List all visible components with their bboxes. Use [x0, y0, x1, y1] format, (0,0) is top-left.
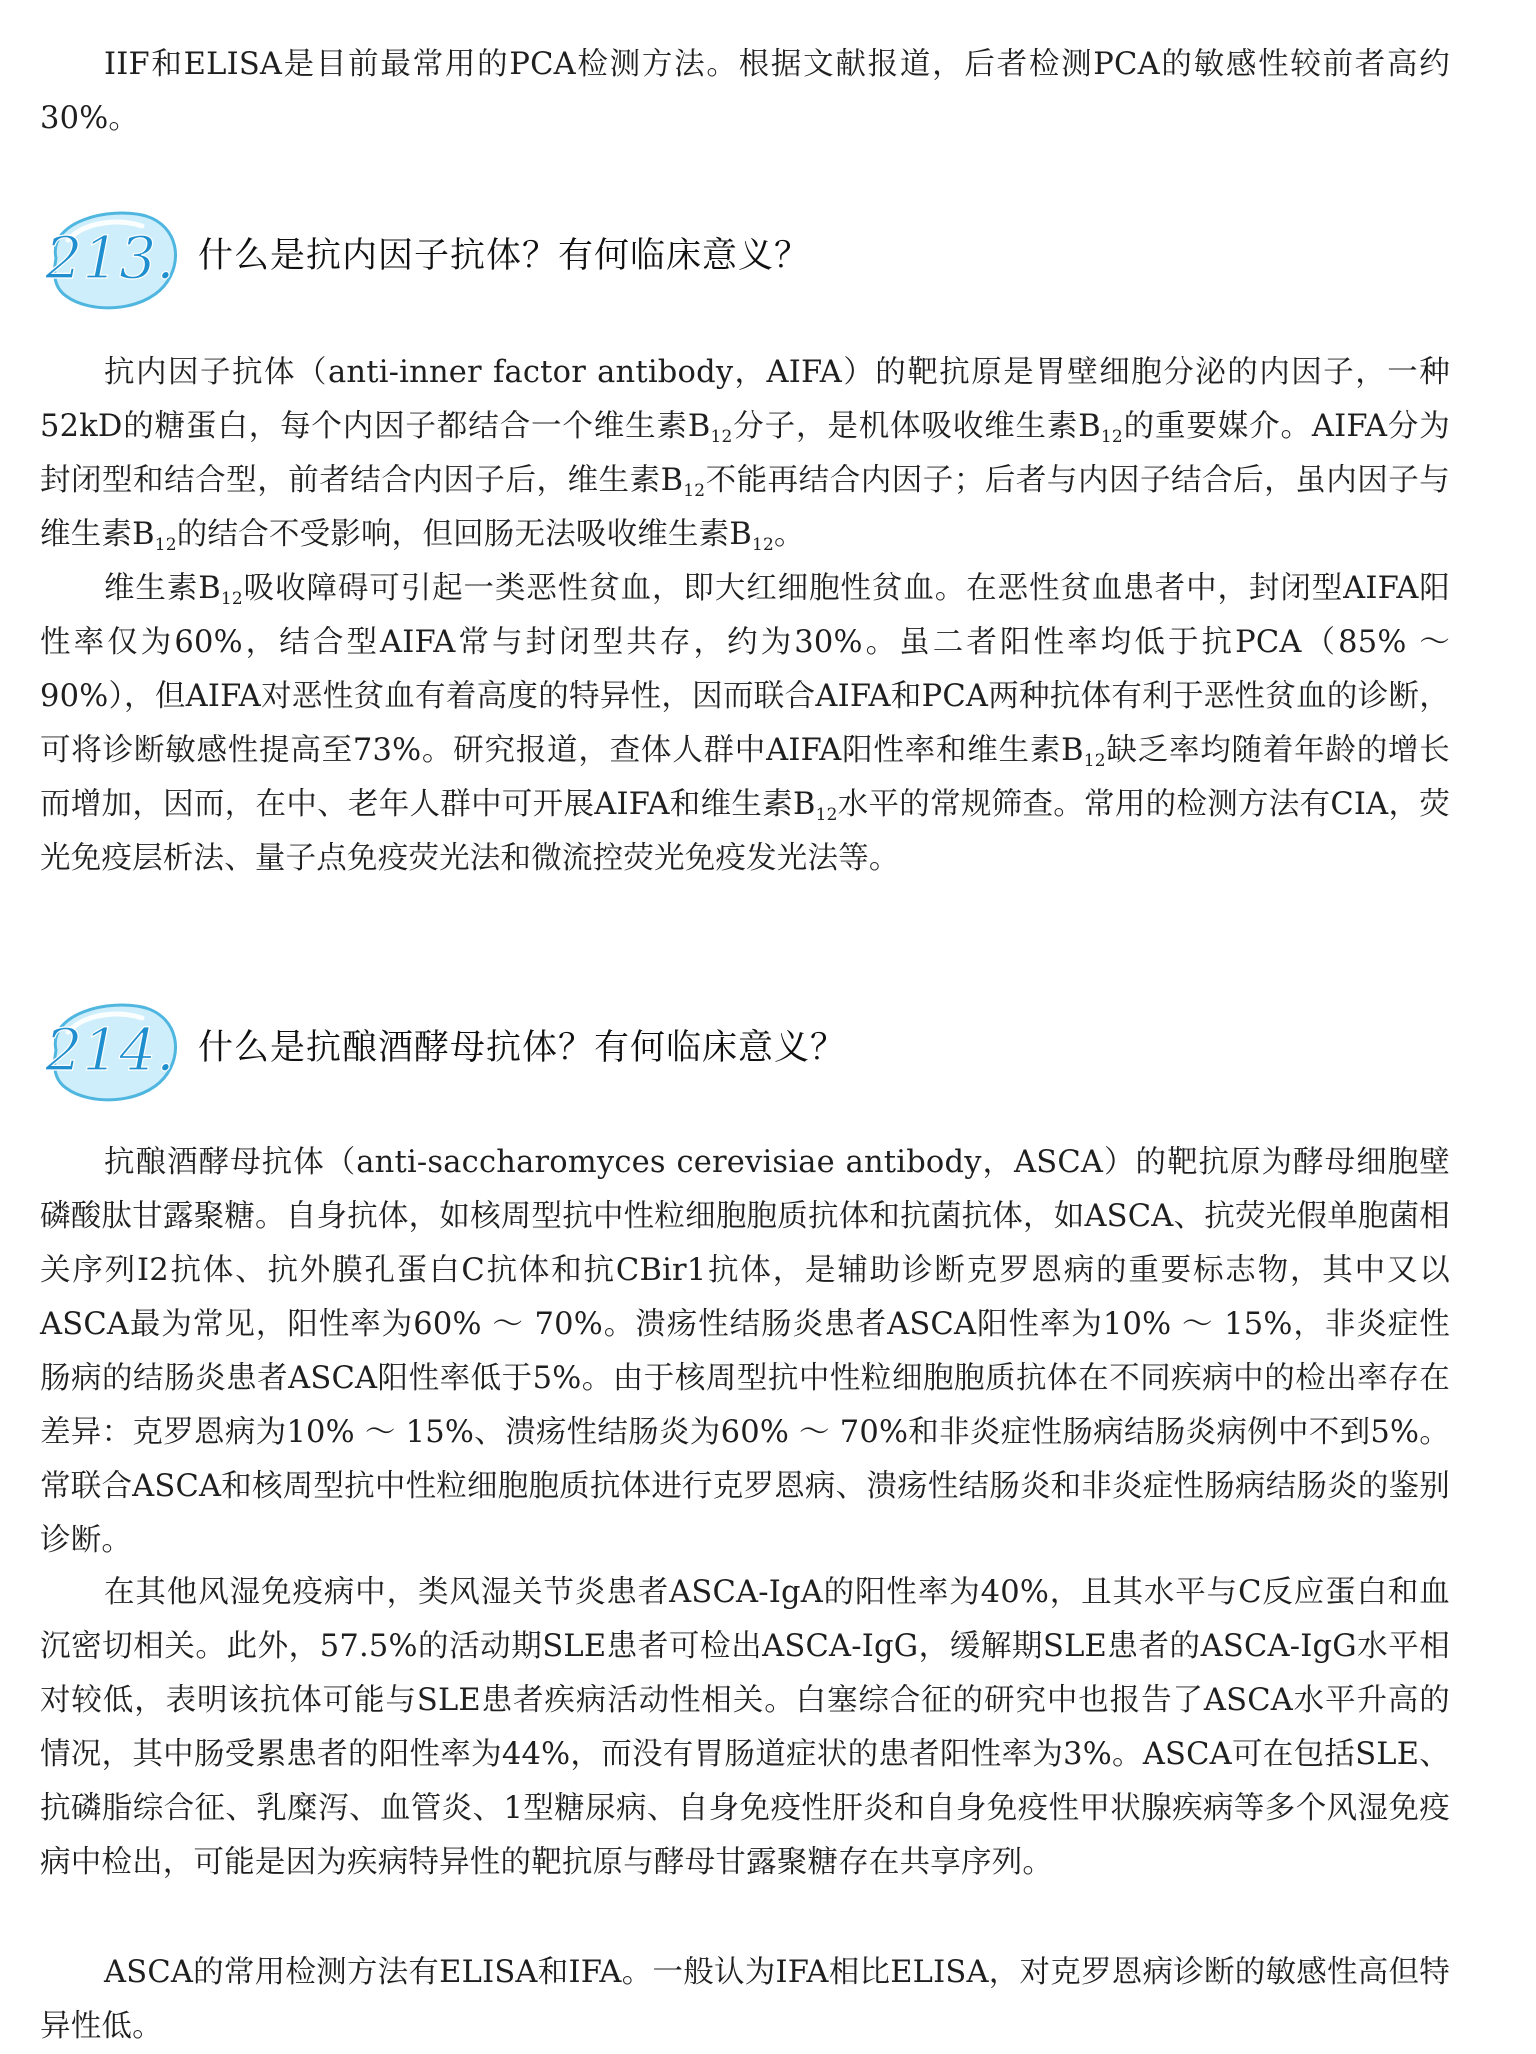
- question-title: 什么是抗酿酒酵母抗体？有何临床意义？: [198, 1028, 847, 1068]
- q213-paragraph-2: 维生素$B_{12}$吸收障碍可引起一类恶性贫血，即大红细胞性贫血。在恶性贫血患者中，封闭型AIFA阳性率仅为60%，结合型AIFA常与封闭型共存，约为30%。虽二者阳性率均低于抗PCA（85% ～ 90%），但AIFA对恶性贫血有着高度的特异性，因而联合AIFA和PCA两种抗体有利于恶性贫血的诊断，可将诊断敏感性提高至73%。研究报道，查体人群中AIFA阳性率和维生素$B_{12}$缺乏率均随着年龄的增长而增加，因而，在中、老年人群中可开展AIFA和维生素$B_{12}$水平的常规筛查。常用的检测方法有CIA，荧光免疫层析法、量子点免疫荧光法和微流控荧光免疫发光法等。: [40, 571, 1450, 876]
- q214-paragraph-1: 抗酿酒酵母抗体（anti-saccharomyces cerevisiae antibody，ASCA）的靶抗原为酵母细胞壁磷酸肽甘露聚糖。自身抗体，如核周型抗中性粒细胞胞质抗体和抗菌抗体，如ASCA、抗荧光假单胞菌相关序列I2抗体、抗外膜孔蛋白C抗体和抗CBir1抗体，是辅助诊断克罗恩病的重要标志物，其中又以ASCA最为常见，阳性率为60% ～ 70%。溃疡性结肠炎患者ASCA阳性率为10% ～ 15%，非炎症性肠病的结肠炎患者ASCA阳性率低于5%。由于核周型抗中性粒细胞胞质抗体在不同疾病中的检出率存在差异：克罗恩病为10% ～ 15%、溃疡性结肠炎为60% ～ 70%和非炎症性肠病结肠炎病例中不到5%。常联合ASCA和核周型抗中性粒细胞胞质抗体进行克罗恩病、溃疡性结肠炎和非炎症性肠病结肠炎的鉴别诊断。: [40, 1145, 1450, 1558]
- q213-paragraph-1: 抗内因子抗体（anti-inner factor antibody，AIFA）的靶抗原是胃壁细胞分泌的内因子，一种52kD的糖蛋白，每个内因子都结合一个维生素$B_{12}$分子，是机体吸收维生素$B_{12}$的重要媒介。AIFA分为封闭型和结合型，前者结合内因子后，维生素$B_{12}$不能再结合内因子；后者与内因子结合后，虽内因子与维生素$B_{12}$的结合不受影响，但回肠无法吸收维生素$B_{12}$。: [40, 355, 1450, 555]
- intro-paragraph: IIF和ELISA是目前最常用的PCA检测方法。根据文献报道，后者检测PCA的敏感性较前者高约30%。: [40, 47, 1450, 136]
- question-number-badge: [38, 200, 188, 316]
- question-214-heading: [38, 992, 1488, 1112]
- question-213-heading: [38, 200, 1488, 320]
- q214-paragraph-2: 在其他风湿免疫病中，类风湿关节炎患者ASCA-IgA的阳性率为40%，且其水平与C反应蛋白和血沉密切相关。此外，57.5%的活动期SLE患者可检出ASCA-IgG，缓解期SLE患者的ASCA-IgG水平相对较低，表明该抗体可能与SLE患者疾病活动性相关。白塞综合征的研究中也报告了ASCA水平升高的情况，其中肠受累患者的阳性率为44%，而没有胃肠道症状的患者阳性率为3%。ASCA可在包括SLE、抗磷脂综合征、乳糜泻、血管炎、1型糖尿病、自身免疫性肝炎和自身免疫性甲状腺疾病等多个风湿免疫病中检出，可能是因为疾病特异性的靶抗原与酵母甘露聚糖存在共享序列。: [40, 1575, 1450, 1880]
- question-number: 214.: [45, 1016, 175, 1084]
- question-number: 213.: [45, 224, 175, 292]
- question-number-badge: [38, 992, 188, 1108]
- q214-paragraph-3: ASCA的常用检测方法有ELISA和IFA。一般认为IFA相比ELISA，对克罗恩病诊断的敏感性高但特异性低。: [40, 1955, 1450, 2044]
- question-title: 什么是抗内因子抗体？有何临床意义？: [198, 236, 811, 276]
